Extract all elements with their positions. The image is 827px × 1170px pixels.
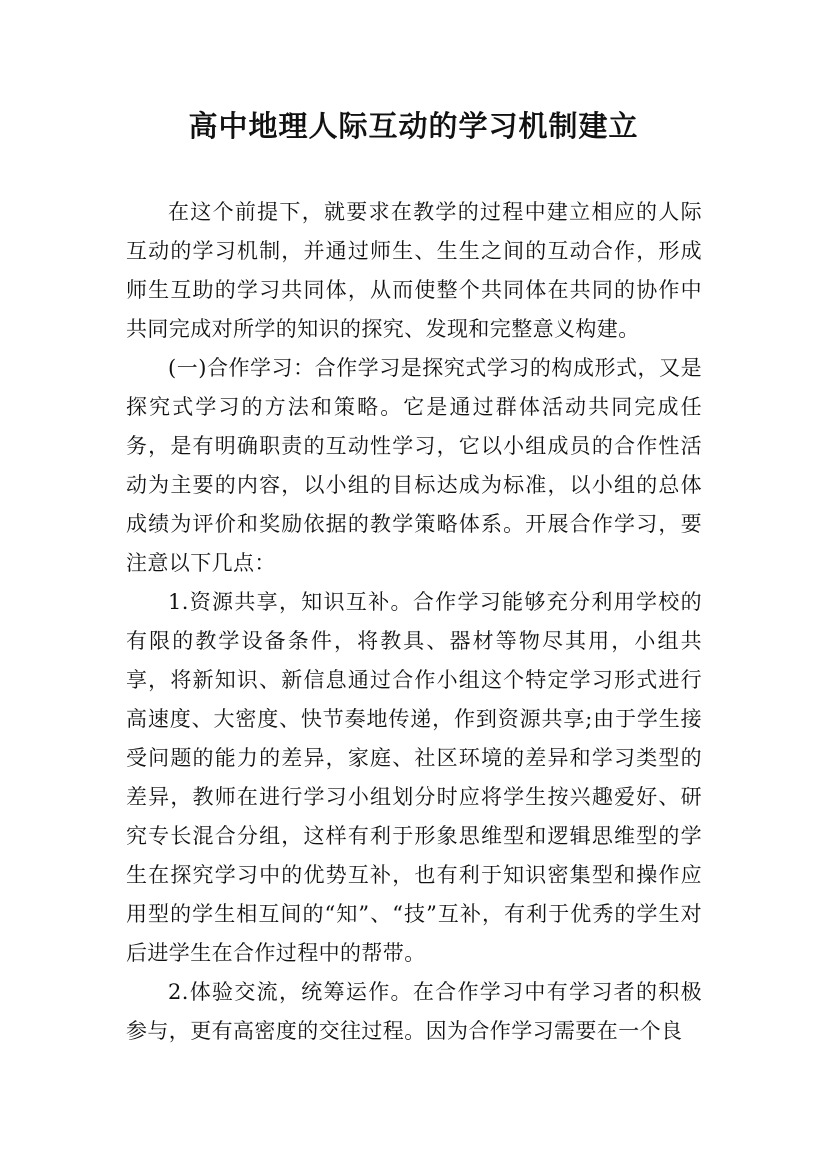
paragraph-cooperative-learning: (一)合作学习：合作学习是探究式学习的构成形式，又是探究式学习的方法和策略。它是通过群体活动共同完成任务，是有明确职责的互动性学习，它以小组成员的合作性活动为主要的内容，以小组的目标达成为标准，以小组的总体成绩为评价和奖励依据的教学策略体系。开展合作学习，要注意以下几点： bbox=[126, 356, 702, 575]
paragraph-point-1: 1.资源共享，知识互补。合作学习能够充分利用学校的有限的教学设备条件，将教具、器材等物尽其用，小组共享，将新知识、新信息通过合作小组这个特定学习形式进行高速度、大密度、快节奏地传递，作到资源共享;由于学生接受问题的能力的差异，家庭、社区环境的差异和学习类型的差异，教师在进行学习小组划分时应将学生按兴趣爱好、研究专长混合分组，这样有利于形象思维型和逻辑思维型的学生在探究学习中的优势互补，也有利于知识密集型和操作应用型的学生相互间的“知”、“技”互补，有利于优秀的学生对后进学生在合作过程中的帮带。 bbox=[126, 590, 702, 965]
paragraph-intro: 在这个前提下，就要求在教学的过程中建立相应的人际互动的学习机制，并通过师生、生生之间的互动合作，形成师生互助的学习共同体，从而使整个共同体在共同的协作中共同完成对所学的知识的探究、发现和完整意义构建。 bbox=[126, 200, 702, 341]
document-title: 高中地理人际互动的学习机制建立 bbox=[188, 109, 639, 143]
paragraph-point-2: 2.体验交流，统筹运作。在合作学习中有学习者的积极参与，更有高密度的交往过程。因为合作学习需要在一个良 bbox=[126, 980, 702, 1043]
document-body bbox=[126, 193, 702, 1051]
